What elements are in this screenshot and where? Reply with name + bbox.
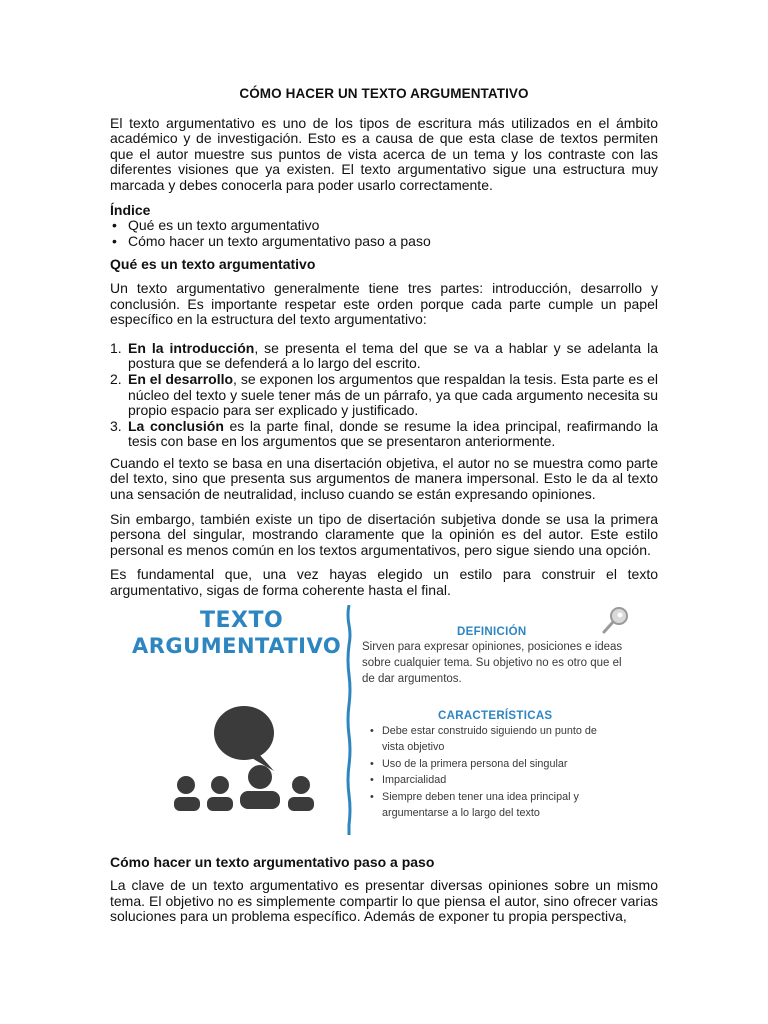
list-item-term: En la introducción: [128, 339, 255, 356]
list-number: 1.: [110, 339, 122, 356]
characteristic-item: • Imparcialidad: [370, 772, 620, 789]
speech-bubble-icon: [214, 706, 274, 760]
list-item-term: La conclusión: [128, 417, 224, 434]
infographic: [110, 605, 658, 835]
section1-lead: Un texto argumentativo generalmente tiene tres partes: introducción, desarrollo y conclusión. Es importante respetar este orden porque cada parte cumple un papel específico en la estructura del texto argumentativo:: [110, 279, 658, 328]
infographic-left-panel: [132, 605, 342, 835]
infographic-title-line1: TEXTO: [200, 607, 284, 633]
characteristics-list: [370, 723, 620, 822]
list-item: [110, 419, 658, 450]
section2-paragraph: La clave de un texto argumentativo es presentar diversas opiniones sobre un mismo tema. El objetivo no es simplemente compartir lo que piensa el autor, sino ofrecer varias soluciones para un problema específico. Además de exponer tu propia perspectiva,: [110, 877, 658, 925]
index-list: [110, 218, 658, 249]
definition-heading: DEFINICIÓN: [457, 625, 527, 638]
infographic-title-line2: ARGUMENTATIVO: [132, 633, 342, 658]
list-item: [110, 372, 658, 419]
list-item-text: es la parte final, donde se resume la idea principal, reafirmando la tesis con base en los argumentos que se presentaron anteriormente.: [128, 417, 659, 450]
characteristics-heading: CARACTERÍSTICAS: [438, 709, 553, 722]
characteristic-item: • Uso de la primera persona del singular: [370, 756, 620, 773]
intro-paragraph: El texto argumentativo es uno de los tipos de escritura más utilizados en el ámbito académico y de investigación. Esto es a causa de que esta clase de textos permiten que el autor muestre sus puntos de vista acerca de un tema y los contraste con las diferentes visiones que ya existen. El texto argumentativo sigue una estructura muy marcada y debes conocerla para poder usarlo correctamente.: [110, 114, 658, 193]
index-item[interactable]: • Cómo hacer un texto argumentativo paso a paso: [110, 234, 658, 250]
section-heading-how-to: Cómo hacer un texto argumentativo paso a paso: [110, 853, 435, 870]
list-item-text: , se exponen los argumentos que respaldan la tesis. Esta parte es el núcleo del texto y suele tener más de un párrafo, ya que cada argumento necesita su propio espacio para ser explicado y justificado.: [128, 370, 658, 419]
list-number: 3.: [110, 417, 122, 434]
paragraph-coherence: Es fundamental que, una vez hayas elegido un estilo para construir el texto argumentativo, sigas de forma coherente hasta el final.: [110, 566, 658, 599]
magnifier-icon: [600, 605, 630, 635]
person-icon: [292, 776, 310, 794]
definition-text: Sirven para expresar opiniones, posiciones e ideas sobre cualquier tema. Su objetivo no es otro que el de dar argumentos.: [362, 640, 623, 685]
list-item: [110, 341, 658, 372]
section-heading-what-is: Qué es un texto argumentativo: [110, 256, 316, 273]
characteristic-item: • Siempre deben tener una idea principal y argumentarse a lo largo del texto: [370, 789, 620, 822]
person-icon: [248, 765, 272, 789]
infographic-right-panel: [362, 605, 632, 835]
paragraph-subjective: Sin embargo, también existe un tipo de disertación subjetiva donde se usa la primera persona del singular, mostrando claramente que la opinión es del autor. Este estilo personal es menos común en los textos argumentativos, pero sigue siendo una opción.: [110, 510, 658, 558]
list-item-text: , se presenta el tema del que se va a hablar y se adelanta la postura que se defenderá a lo largo del escrito.: [128, 339, 658, 372]
person-icon: [211, 776, 229, 794]
characteristic-item: • Debe estar construido siguiendo un punto de vista objetivo: [370, 723, 620, 756]
document-body: [110, 86, 658, 934]
group-discussion-icon: [174, 705, 324, 815]
list-item-term: En el desarrollo: [128, 370, 234, 387]
divider-brace: [346, 605, 352, 835]
person-icon: [177, 776, 195, 794]
page-title: CÓMO HACER UN TEXTO ARGUMENTATIVO: [239, 86, 529, 101]
index-heading: Índice: [110, 201, 151, 218]
paragraph-objective: Cuando el texto se basa en una disertación objetiva, el autor no se muestra como parte del texto, sino que presenta sus argumentos de manera impersonal. Esto le da al texto una sensación de neutralidad, incluso cuando se están expresando opiniones.: [110, 454, 658, 503]
parts-list: [110, 341, 658, 450]
index-item[interactable]: • Qué es un texto argumentativo: [110, 218, 658, 234]
list-number: 2.: [110, 370, 122, 387]
